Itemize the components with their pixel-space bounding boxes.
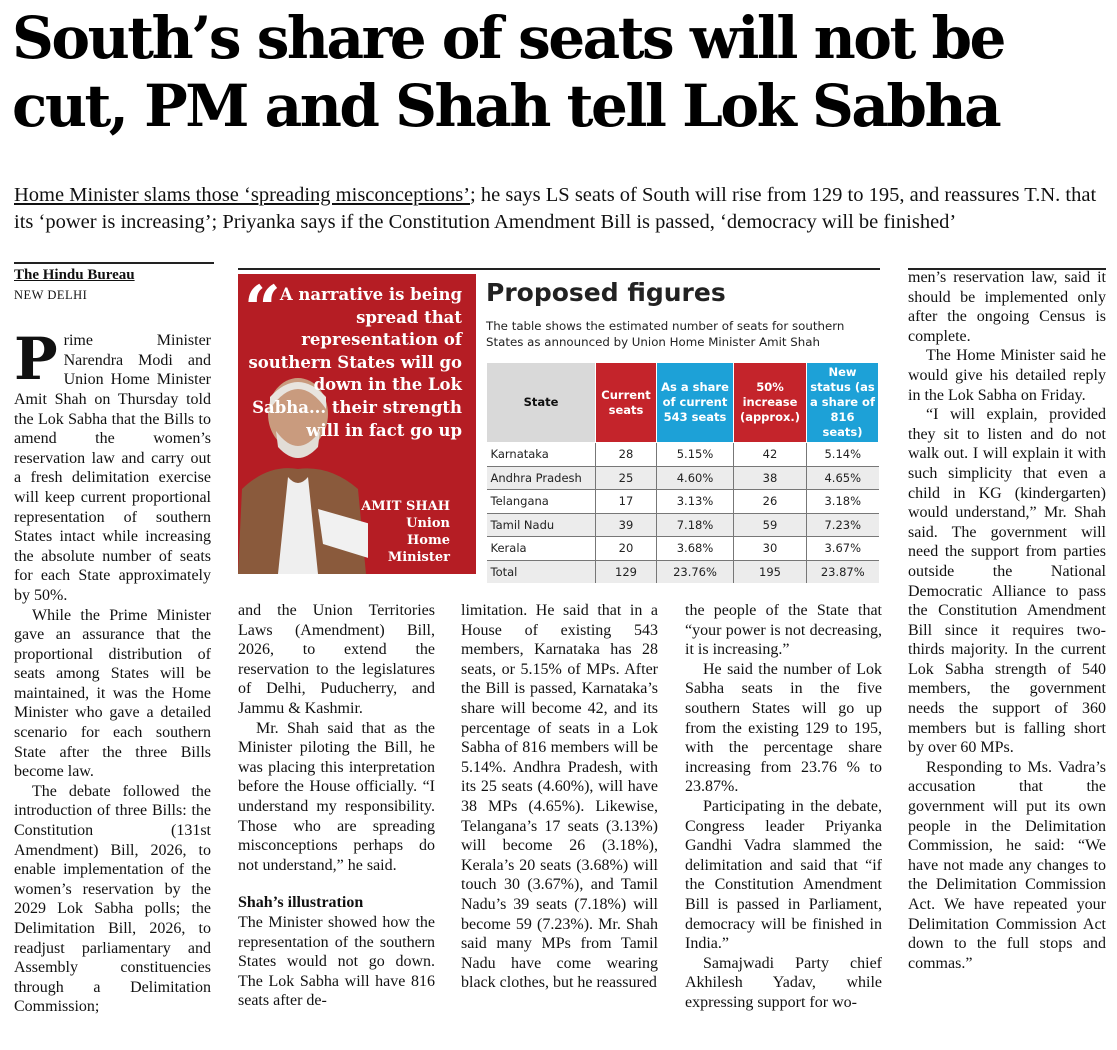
dropcap: P (14, 325, 58, 394)
col2-p2: Mr. Shah said that as the Minister piloting the Bill, he was placing this interpretation before the House officially. “I understand my responsibility. Those who are spreading misconceptions perhaps do not understand,” he said. (238, 719, 435, 874)
cell-new: 5.14% (807, 443, 879, 467)
column-4 (685, 601, 882, 1012)
cell-new: 3.18% (807, 490, 879, 514)
subhead: Shah’s illustration (238, 894, 364, 912)
cell-share: 23.76% (657, 560, 734, 583)
figures-title: Proposed figures (486, 278, 726, 307)
column-3 (461, 601, 658, 993)
cell-increase: 42 (734, 443, 807, 467)
cell-new: 23.87% (807, 560, 879, 583)
col1-p3: The debate followed the introduction of three Bills: the Constitution (131st Amendment) Bill, 2026, to enable implementation of the women’s reservation by the 2029 Lok Sabha polls; the Delimitation Bill, 2026, to readjust parliamentary and Assembly constituencies through a Delimitation Commission; (14, 782, 211, 1016)
cell-current: 20 (596, 537, 657, 561)
quote-attribution (361, 498, 450, 566)
column-1 (14, 266, 211, 1017)
cell-current: 17 (596, 490, 657, 514)
cell-increase: 30 (734, 537, 807, 561)
header-current: Current seats (596, 363, 657, 443)
quote-role-3: Minister (387, 550, 450, 565)
header-share-543: As a share of current 543 seats (657, 363, 734, 443)
cell-share: 3.13% (657, 490, 734, 514)
column-2 (238, 601, 435, 1011)
quote-name: AMIT SHAH (361, 499, 450, 514)
col2-p3: The Minister showed how the representation of the southern States would not go down. The Lok Sabha will have 816 seats after de- (238, 913, 435, 1010)
col5-p3: “I will explain, provided they sit to listen and do not walk out. I will explain it with such simplicity that even a child in KG (kindergarten) would understand,” Mr. Shah said. The government will need the support from parties outside the National Democratic Alliance to pass the Constitution Amendment Bill since it requires two-thirds majority. In the current Lok Sabha strength of 540 members, the government needs the support of 360 members but is falling short by over 60 MPs. (908, 406, 1106, 757)
deck-rest: ; he says LS seats of South will rise from 129 to 195, and reassures T.N. that its ‘power is increasing’; Priyanka says if the Constitution Amendment Bill is passed, ‘democracy will be finished’ (14, 184, 1097, 233)
column-5 (908, 268, 1106, 973)
col1-p1-text: rime Minister Narendra Modi and Union Home Minister Amit Shah on Thursday told the Lok Sabha that the Bills to amend the women’s reservation law and carry out a fresh delimitation exercise will keep current proportional representation of southern States intact while increasing the absolute number of seats for each State approximately by 50%. (14, 332, 211, 604)
header-share-816: New status (as a share of 816 seats) (807, 363, 879, 443)
cell-new: 3.67% (807, 537, 879, 561)
cell-share: 7.18% (657, 513, 734, 537)
col1-p2: While the Prime Minister gave an assurance that the proportional distribution of seats among States will be maintained, it was the Home Minister who gave a detailed scenario for each southern State after the three Bills become law. (14, 606, 211, 781)
col5-p2: The Home Minister said he would give his detailed reply in the Lok Sabha on Friday. (908, 347, 1106, 404)
cell-share: 3.68% (657, 537, 734, 561)
cell-state: Total (487, 560, 596, 583)
header-state: State (487, 363, 596, 443)
table-row-total (487, 560, 879, 583)
cell-current: 28 (596, 443, 657, 467)
quote-panel (238, 274, 476, 574)
byline: The Hindu Bureau (14, 267, 135, 283)
col2-p1: and the Union Territories Laws (Amendment) Bill, 2026, to extend the reservation to the legislatures of Delhi, Puducherry, and Jammu & Kashmir. (238, 602, 435, 717)
col4-p1: the people of the State that “your power is not decreasing, it is increasing.” (685, 602, 882, 659)
col4-p4: Samajwadi Party chief Akhilesh Yadav, while expressing support for wo- (685, 954, 882, 1011)
cell-increase: 38 (734, 466, 807, 490)
rule-col1 (14, 262, 214, 264)
figures-subtitle: The table shows the estimated number of seats for southern States as announced by Union Home Minister Amit Shah (486, 319, 845, 349)
cell-state: Kerala (487, 537, 596, 561)
quote-role-1: Union (406, 516, 450, 531)
deck (14, 182, 1109, 236)
cell-new: 4.65% (807, 466, 879, 490)
col5-p1: men’s reservation law, said it should be implemented only after the ongoing Census is complete. (908, 269, 1106, 345)
dateline: NEW DELHI (14, 287, 88, 302)
col5-p4: Responding to Ms. Vadra’s accusation that the government will put its own people in the Delimitation Commission, he said: “We have not made any changes to the Delimitation Commission Act. We have repeated your Delimitation Commission Act down to the full stops and commas.” (908, 758, 1106, 972)
cell-share: 5.15% (657, 443, 734, 467)
figures-table (486, 362, 879, 583)
col4-p2: He said the number of Lok Sabha seats in the five southern States will go up from the existing 129 to 195, with the percentage share increasing from 23.76 % to 23.87%. (685, 660, 882, 796)
headline: South’s share of seats will not be cut, PM and Shah tell Lok Sabha (12, 4, 1004, 140)
cell-increase: 195 (734, 560, 807, 583)
table-row (487, 537, 879, 561)
cell-new: 7.23% (807, 513, 879, 537)
cell-current: 25 (596, 466, 657, 490)
table-row (487, 466, 879, 490)
cell-share: 4.60% (657, 466, 734, 490)
cell-state: Karnataka (487, 443, 596, 467)
cell-current: 39 (596, 513, 657, 537)
table-row (487, 513, 879, 537)
table-row (487, 443, 879, 467)
deck-underlined: Home Minister slams those ‘spreading misconceptions’ (14, 184, 471, 206)
rule-main (238, 268, 880, 270)
cell-state: Andhra Pradesh (487, 466, 596, 490)
col4-p3: Participating in the debate, Congress leader Priyanka Gandhi Vadra slammed the delimitation and said that “if the Constitution Amendment Bill is passed in Parliament, democracy will be finished in India.” (685, 797, 882, 953)
quote-text: A narrative is being spread that representation of southern States will go down in the Lok Sabha... their strength will in fact go up (248, 285, 462, 440)
cell-state: Tamil Nadu (487, 513, 596, 537)
table-row (487, 490, 879, 514)
col1-p1 (14, 325, 211, 605)
cell-increase: 26 (734, 490, 807, 514)
quote-role-2: Home (407, 533, 450, 548)
cell-current: 129 (596, 560, 657, 583)
quote-mark-icon: “ (244, 274, 281, 347)
cell-state: Telangana (487, 490, 596, 514)
cell-increase: 59 (734, 513, 807, 537)
col3-p1: limitation. He said that in a House of existing 543 members, Karnataka has 28 seats, or 5.15% of MPs. After the Bill is passed, Karnataka’s share will become 42, and its percentage of seats in a Lok Sabha of 816 members will be 5.14%. Andhra Pradesh, with its 25 seats (4.60%), will have 38 MPs (4.65%). Likewise, Telangana’s 17 seats (3.13%) will become 26 (3.18%), Kerala’s 20 seats (3.68%) will touch 30 (3.67%), and Tamil Nadu’s 39 seats (7.18%) will become 59 (7.23%). Mr. Shah said many MPs from Tamil Nadu have come wearing black clothes, but he reassured (461, 602, 658, 992)
header-increase: 50% increase (approx.) (734, 363, 807, 443)
figures-panel (476, 274, 880, 579)
